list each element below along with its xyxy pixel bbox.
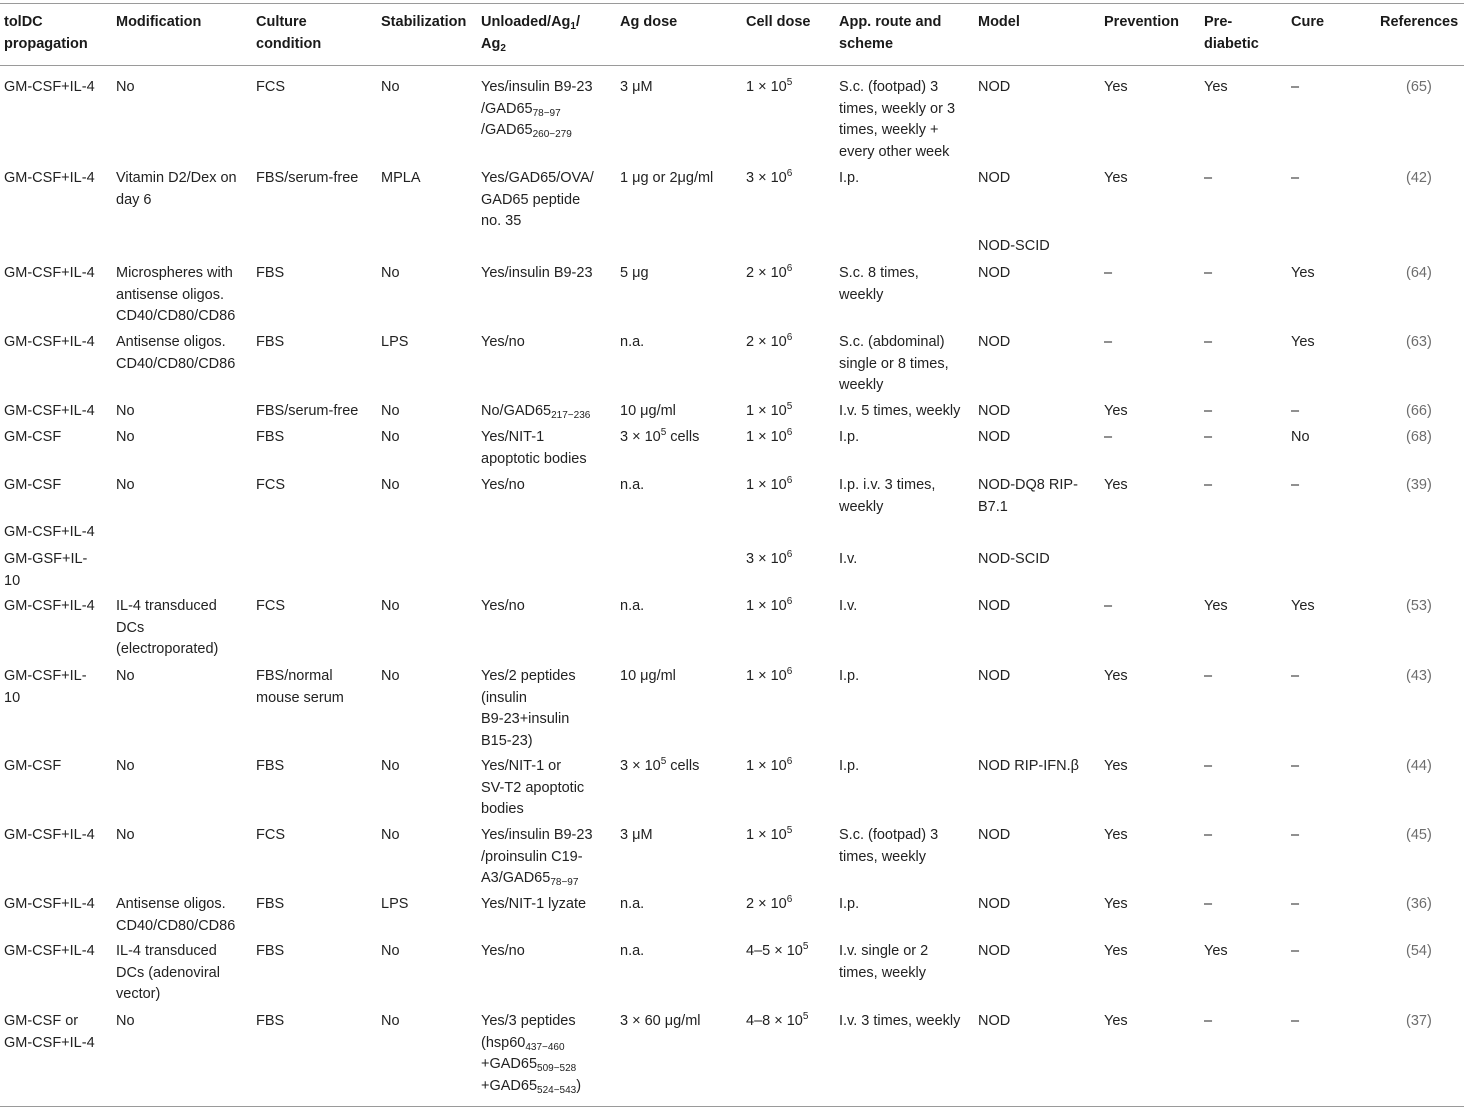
- table-cell-prop: GM-CSF+IL-4: [4, 524, 95, 540]
- table-cell-prev: Yes: [1104, 896, 1128, 912]
- table-cell-route: I.p.: [839, 896, 860, 912]
- table-cell-cult: FBS/serum-free: [256, 170, 359, 186]
- table-cell-model: NOD: [978, 827, 1011, 843]
- table-cell-model: NOD: [978, 943, 1011, 959]
- column-header-dose: Ag dose: [620, 14, 678, 30]
- table-cell-model: NOD-SCID: [978, 551, 1050, 567]
- table-cell-cure: –: [1291, 1013, 1300, 1029]
- table-cell-mod: No: [116, 429, 135, 445]
- table-cell-cure: –: [1291, 943, 1300, 959]
- table-cell-prev: Yes: [1104, 827, 1128, 843]
- table-cell-mod: Antisense oligos. CD40/CD80/CD86: [116, 896, 236, 934]
- table-cell-dose: 10 μg/ml: [620, 668, 676, 684]
- column-header-prop: tolDC propagation: [4, 14, 88, 52]
- table-cell-model: NOD: [978, 896, 1011, 912]
- table-cell-cult: FBS/normal mouse serum: [256, 668, 344, 706]
- table-cell-refs[interactable]: (44): [1406, 758, 1432, 774]
- table-cell-stab: No: [381, 668, 400, 684]
- table-cell-mod: IL-4 transduced DCs (adenoviral vector): [116, 943, 220, 1002]
- table-cell-cell: $4-5 \times 10^5$: [746, 941, 809, 959]
- table-cell-prev: Yes: [1104, 758, 1128, 774]
- table-cell-ag: Yes/NIT-1 apoptotic bodies: [481, 429, 587, 467]
- table-cell-stab: No: [381, 265, 400, 281]
- table-cell-dose: 3 μM: [620, 79, 653, 95]
- table-cell-model: NOD RIP-IFN.β: [978, 758, 1079, 774]
- table-cell-refs[interactable]: (36): [1406, 896, 1432, 912]
- table-cell-pre: Yes: [1204, 79, 1228, 95]
- table-cell-prop: GM-CSF+IL- 10: [4, 668, 87, 706]
- table-cell-cure: –: [1291, 827, 1300, 843]
- table-cell-cure: –: [1291, 477, 1300, 493]
- table-cell-pre: –: [1204, 668, 1213, 684]
- table-cell-dose: n.a.: [620, 477, 645, 493]
- table-cell-prev: –: [1104, 265, 1113, 281]
- table-cell-refs[interactable]: (42): [1406, 170, 1432, 186]
- table-cell-cell: $1 \times 10^6$: [746, 475, 793, 493]
- table-cell-model: NOD: [978, 668, 1011, 684]
- table-cell-pre: –: [1204, 403, 1213, 419]
- table-cell-mod: No: [116, 79, 135, 95]
- table-cell-cure: –: [1291, 170, 1300, 186]
- table-cell-cure: –: [1291, 758, 1300, 774]
- column-header-route: App. route and scheme: [839, 14, 942, 52]
- table-cell-cult: FCS: [256, 477, 285, 493]
- table-cell-refs[interactable]: (45): [1406, 827, 1432, 843]
- table-cell-ag: Yes/NIT-1 or SV-T2 apoptotic bodies: [481, 758, 585, 817]
- table-cell-model: NOD: [978, 429, 1011, 445]
- table-cell-prev: –: [1104, 429, 1113, 445]
- column-header-ag: Unloaded/$Ag_1/$ $Ag_2$: [481, 14, 581, 54]
- table-cell-model: NOD: [978, 403, 1011, 419]
- table-cell-model: NOD: [978, 334, 1011, 350]
- table-cell-refs[interactable]: (63): [1406, 334, 1432, 350]
- table-cell-prev: Yes: [1104, 1013, 1128, 1029]
- table-cell-prop: GM-CSF+IL-4: [4, 79, 95, 95]
- table-cell-stab: No: [381, 1013, 400, 1029]
- column-header-model: Model: [978, 14, 1020, 30]
- table-cell-model: NOD: [978, 170, 1011, 186]
- table-cell-stab: LPS: [381, 896, 409, 912]
- table-cell-cell: $2 \times 10^6$: [746, 263, 793, 281]
- table-cell-stab: No: [381, 758, 400, 774]
- table-cell-dose: $3 \times 10^5$ cells: [620, 756, 700, 774]
- table-cell-route: I.v.: [839, 598, 858, 614]
- table-cell-pre: –: [1204, 1013, 1213, 1029]
- table-cell-prev: Yes: [1104, 668, 1128, 684]
- table-cell-route: I.v.: [839, 551, 858, 567]
- table-cell-pre: –: [1204, 758, 1213, 774]
- table-cell-route: I.p.: [839, 170, 860, 186]
- table-cell-refs[interactable]: (39): [1406, 477, 1432, 493]
- table-cell-cult: FBS: [256, 265, 285, 281]
- table-cell-route: I.p.: [839, 758, 860, 774]
- table-cell-stab: MPLA: [381, 170, 421, 186]
- table-cell-ag: Yes/3 peptides ($hsp60_{437-460}$ $+GAD65_{509-528}$ $+GAD65_{524-543}$): [481, 1013, 582, 1096]
- table-cell-cult: FCS: [256, 827, 285, 843]
- table-cell-prop: GM-CSF+IL-4: [4, 265, 95, 281]
- table-cell-mod: No: [116, 403, 135, 419]
- table-cell-route: I.p.: [839, 429, 860, 445]
- table-cell-route: S.c. (footpad) 3 times, weekly: [839, 827, 939, 865]
- table-cell-prop: GM-CSF or GM-CSF+IL-4: [4, 1013, 95, 1051]
- table-cell-cult: FBS: [256, 334, 285, 350]
- table-cell-pre: –: [1204, 265, 1213, 281]
- table-cell-route: S.c. (abdominal) single or 8 times, weekly: [839, 334, 949, 393]
- table-cell-mod: No: [116, 668, 135, 684]
- column-header-cell: Cell dose: [746, 14, 811, 30]
- table-cell-refs[interactable]: (68): [1406, 429, 1432, 445]
- table-cell-model: NOD: [978, 598, 1011, 614]
- table-cell-cult: FBS: [256, 943, 285, 959]
- table-cell-cure: Yes: [1291, 265, 1315, 281]
- column-header-prev: Prevention: [1104, 14, 1179, 30]
- table-cell-route: I.v. 5 times, weekly: [839, 403, 961, 419]
- table-cell-cult: FBS: [256, 429, 285, 445]
- table-cell-pre: –: [1204, 429, 1213, 445]
- table-cell-prev: Yes: [1104, 170, 1128, 186]
- table-cell-dose: 5 μg: [620, 265, 649, 281]
- table-cell-model: NOD: [978, 265, 1011, 281]
- table-bottom-rule: [0, 1106, 1464, 1107]
- table-cell-prop: GM-CSF+IL-4: [4, 598, 95, 614]
- table-cell-cell: $1 \times 10^6$: [746, 596, 793, 614]
- table-cell-prop: GM-CSF: [4, 758, 62, 774]
- column-header-cult: Culture condition: [256, 14, 322, 52]
- table-cell-model: NOD: [978, 1013, 1011, 1029]
- table-cell-prev: Yes: [1104, 403, 1128, 419]
- table-cell-refs[interactable]: (65): [1406, 79, 1432, 95]
- table-cell-pre: –: [1204, 827, 1213, 843]
- table-cell-dose: 10 μg/ml: [620, 403, 676, 419]
- table-cell-prev: –: [1104, 334, 1113, 350]
- table-cell-cell: $3 \times 10^6$: [746, 168, 793, 186]
- table-cell-cell: $4-8 \times 10^5$: [746, 1011, 809, 1029]
- table-cell-ag: Yes/no: [481, 334, 525, 350]
- table-cell-cure: Yes: [1291, 334, 1315, 350]
- table-cell-route: I.v. single or 2 times, weekly: [839, 943, 929, 981]
- table-cell-mod: No: [116, 758, 135, 774]
- table-cell-refs[interactable]: (53): [1406, 598, 1432, 614]
- table-cell-cell: $2 \times 10^6$: [746, 332, 793, 350]
- table-cell-pre: Yes: [1204, 598, 1228, 614]
- table-cell-prop: GM-CSF: [4, 477, 62, 493]
- column-header-pre: Pre- diabetic: [1204, 14, 1259, 52]
- table-cell-prev: Yes: [1104, 477, 1128, 493]
- table-cell-dose: n.a.: [620, 943, 645, 959]
- table-cell-cure: –: [1291, 403, 1300, 419]
- table-cell-prop: GM-CSF+IL-4: [4, 403, 95, 419]
- table-cell-cult: FCS: [256, 79, 285, 95]
- table-cell-cure: –: [1291, 79, 1300, 95]
- table-cell-refs[interactable]: (66): [1406, 403, 1432, 419]
- table-cell-mod: Microspheres with antisense oligos. CD40/CD80/CD86: [116, 265, 236, 324]
- table-cell-model: NOD: [978, 79, 1011, 95]
- header-bottom-rule: [0, 65, 1464, 66]
- table-cell-cult: FBS: [256, 758, 285, 774]
- table-cell-route: S.c. (footpad) 3 times, weekly or 3 times, weekly + every other week: [839, 79, 956, 160]
- column-header-refs: References: [1380, 14, 1459, 30]
- table-cell-cure: –: [1291, 896, 1300, 912]
- table-cell-prop: GM-CSF+IL-4: [4, 943, 95, 959]
- table-cell-pre: –: [1204, 170, 1213, 186]
- table-cell-pre: Yes: [1204, 943, 1228, 959]
- table-cell-route: I.p.: [839, 668, 860, 684]
- table-cell-dose: n.a.: [620, 334, 645, 350]
- table-cell-ag: Yes/GAD65/OVA/ GAD65 peptide no. 35: [481, 170, 594, 229]
- table-cell-cure: Yes: [1291, 598, 1315, 614]
- table-top-rule: [0, 3, 1464, 4]
- table-cell-stab: No: [381, 477, 400, 493]
- table-cell-dose: 3 μM: [620, 827, 653, 843]
- table-cell-ag: Yes/insulin B9-23 /proinsulin C19- $A3/GAD65_{78-97}$: [481, 827, 593, 888]
- table-cell-refs[interactable]: (37): [1406, 1013, 1432, 1029]
- table-cell-stab: No: [381, 943, 400, 959]
- table-cell-ag: Yes/insulin B9-23: [481, 265, 593, 281]
- table-cell-dose: n.a.: [620, 598, 645, 614]
- table-cell-prev: Yes: [1104, 943, 1128, 959]
- table-cell-cell: $1 \times 10^5$: [746, 825, 793, 843]
- table-cell-route: I.p. i.v. 3 times, weekly: [839, 477, 936, 515]
- table-cell-route: S.c. 8 times, weekly: [839, 265, 919, 303]
- table-cell-prop: GM-CSF: [4, 429, 62, 445]
- table-cell-ag: Yes/no: [481, 477, 525, 493]
- table-cell-stab: No: [381, 79, 400, 95]
- table-cell-prop: GM-CSF+IL-4: [4, 827, 95, 843]
- table-cell-dose: 1 μg or 2μg/ml: [620, 170, 714, 186]
- table-cell-prop: GM-CSF+IL-4: [4, 896, 95, 912]
- table-cell-prev: –: [1104, 598, 1113, 614]
- table-cell-ag: Yes/2 peptides (insulin B9-23+insulin B15-23): [481, 668, 576, 749]
- table-cell-refs[interactable]: (54): [1406, 943, 1432, 959]
- table-cell-prev: Yes: [1104, 79, 1128, 95]
- column-header-cure: Cure: [1291, 14, 1325, 30]
- table-cell-cure: No: [1291, 429, 1310, 445]
- table-cell-stab: LPS: [381, 334, 409, 350]
- column-header-mod: Modification: [116, 14, 202, 30]
- table-cell-dose: 3 × 60 μg/ml: [620, 1013, 701, 1029]
- table-cell-cell: $1 \times 10^6$: [746, 427, 793, 445]
- table-cell-cure: –: [1291, 668, 1300, 684]
- table-cell-mod: No: [116, 477, 135, 493]
- column-header-stab: Stabilization: [381, 14, 467, 30]
- table-cell-ag: Yes/no: [481, 943, 525, 959]
- table-cell-route: I.v. 3 times, weekly: [839, 1013, 961, 1029]
- table-cell-ag: Yes/NIT-1 lyzate: [481, 896, 587, 912]
- table-cell-cell: $3 \times 10^6$: [746, 549, 793, 567]
- table-cell-model: NOD-SCID: [978, 238, 1050, 254]
- table-cell-stab: No: [381, 827, 400, 843]
- table-cell-refs[interactable]: (43): [1406, 668, 1432, 684]
- table-cell-dose: n.a.: [620, 896, 645, 912]
- table-cell-stab: No: [381, 429, 400, 445]
- table-cell-cell: $1 \times 10^6$: [746, 666, 793, 684]
- table-cell-mod: Vitamin D2/Dex on day 6: [116, 170, 237, 208]
- table-cell-refs[interactable]: (64): [1406, 265, 1432, 281]
- table-cell-cell: $1 \times 10^5$: [746, 401, 793, 419]
- table-cell-cult: FBS/serum-free: [256, 403, 359, 419]
- table-cell-pre: –: [1204, 896, 1213, 912]
- table-cell-mod: IL-4 transduced DCs (electroporated): [116, 598, 219, 657]
- table-cell-mod: Antisense oligos. CD40/CD80/CD86: [116, 334, 236, 372]
- table-cell-mod: No: [116, 827, 135, 843]
- table-cell-cell: $1 \times 10^6$: [746, 756, 793, 774]
- table-cell-stab: No: [381, 403, 400, 419]
- table-cell-cult: FCS: [256, 598, 285, 614]
- table-cell-ag: $No/GAD65_{217-236}$: [481, 403, 591, 421]
- table-cell-prop: GM-GSF+IL- 10: [4, 551, 88, 589]
- table-cell-cell: $1 \times 10^5$: [746, 77, 793, 95]
- table-cell-model: NOD-DQ8 RIP- B7.1: [978, 477, 1078, 515]
- table-cell-cell: $2 \times 10^6$: [746, 894, 793, 912]
- table-cell-ag: Yes/no: [481, 598, 525, 614]
- table-cell-cult: FBS: [256, 896, 285, 912]
- table-cell-pre: –: [1204, 334, 1213, 350]
- table-cell-pre: –: [1204, 477, 1213, 493]
- table-cell-prop: GM-CSF+IL-4: [4, 334, 95, 350]
- table-cell-dose: $3 \times 10^5$ cells: [620, 427, 700, 445]
- table-cell-mod: No: [116, 1013, 135, 1029]
- table-cell-ag: Yes/insulin B9-23 $/GAD65_{78-97}$ $/GAD65_{260-279}$: [481, 79, 593, 140]
- table-cell-stab: No: [381, 598, 400, 614]
- table-cell-prop: GM-CSF+IL-4: [4, 170, 95, 186]
- table-cell-cult: FBS: [256, 1013, 285, 1029]
